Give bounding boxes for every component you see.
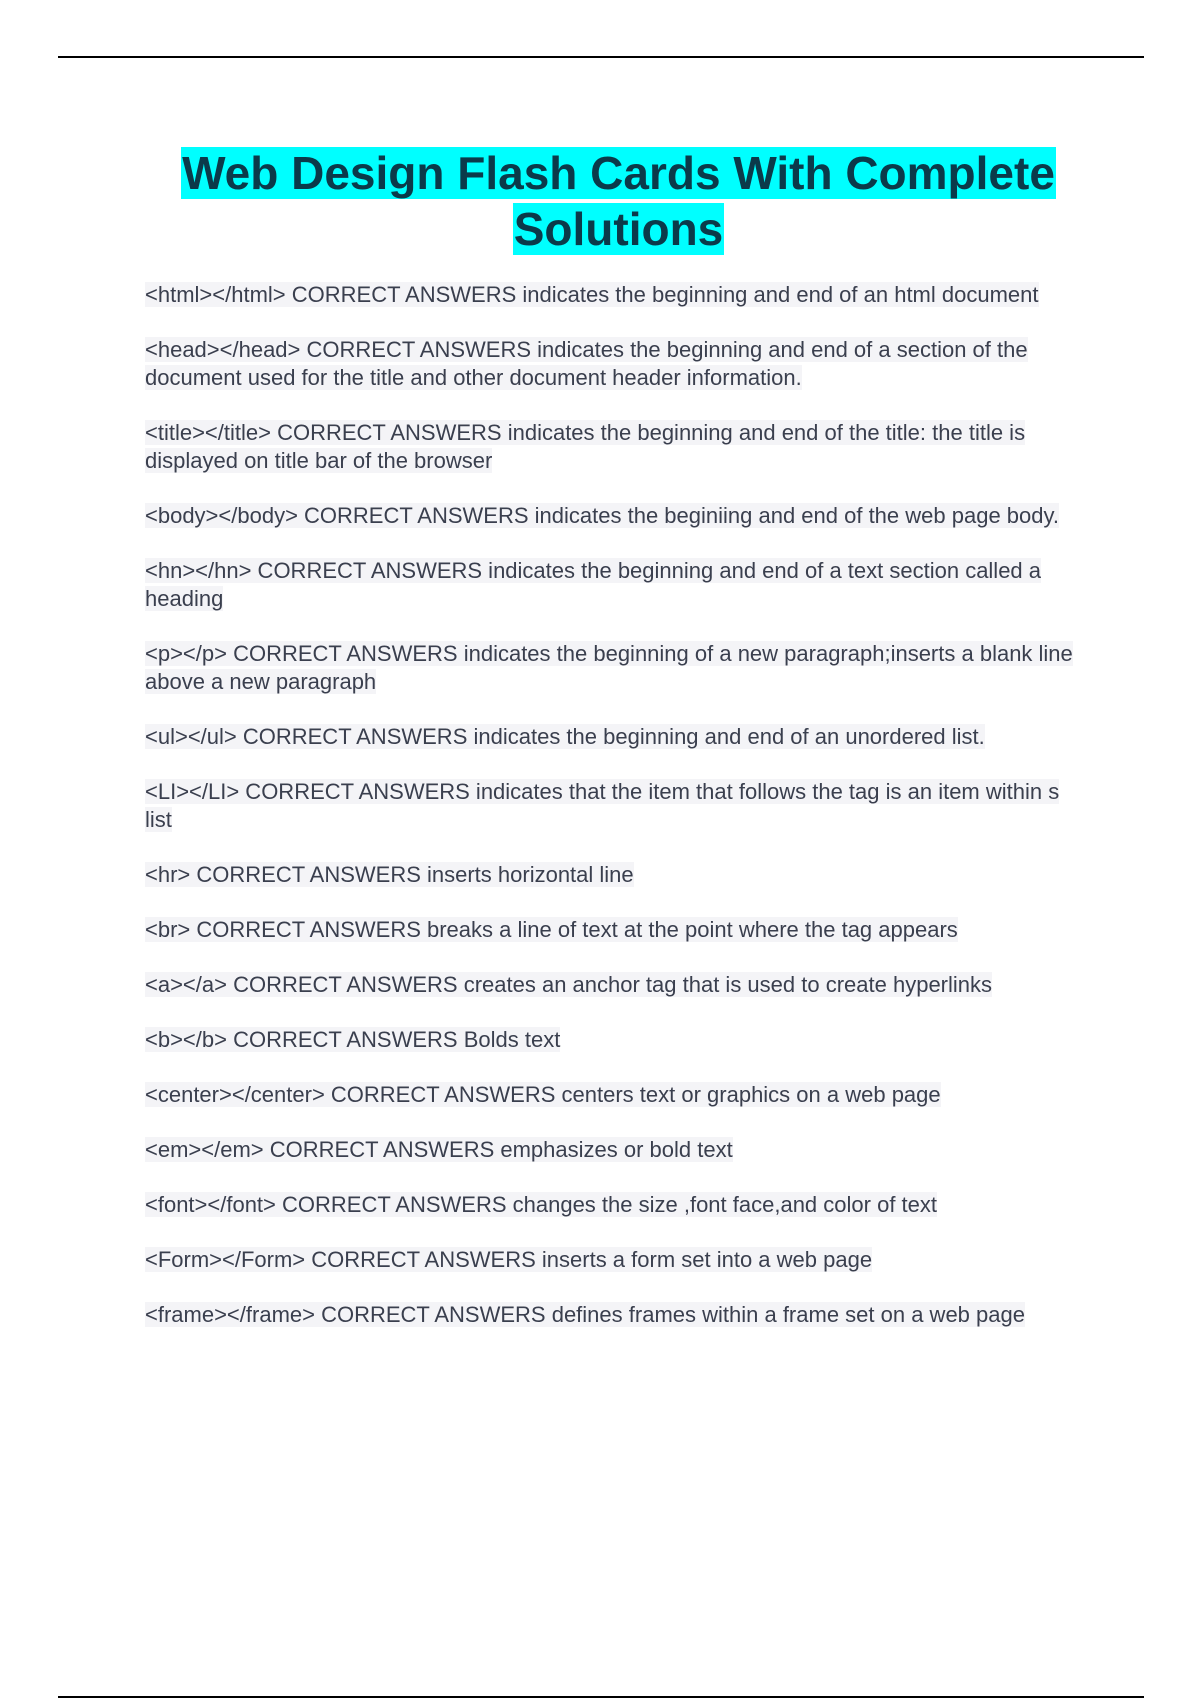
- flash-card-text: <html></html> CORRECT ANSWERS indicates the beginning and end of an html document: [145, 282, 1039, 307]
- flash-card: [145, 1026, 1080, 1054]
- flash-card-text: <center></center> CORRECT ANSWERS centers text or graphics on a web page: [145, 1082, 941, 1107]
- flash-card-text: <body></body> CORRECT ANSWERS indicates the beginiing and end of the web page body.: [145, 503, 1059, 528]
- title-block: [145, 145, 1080, 257]
- flash-card: [145, 1136, 1080, 1164]
- flash-card-text: <b></b> CORRECT ANSWERS Bolds text: [145, 1027, 561, 1052]
- document-page: [145, 145, 1080, 1356]
- flash-card: [145, 281, 1080, 309]
- flash-card-text: <Form></Form> CORRECT ANSWERS inserts a form set into a web page: [145, 1247, 873, 1272]
- flash-card: [145, 1246, 1080, 1274]
- flash-card-text: <ul></ul> CORRECT ANSWERS indicates the beginning and end of an unordered list.: [145, 724, 985, 749]
- flash-card-text: <a></a> CORRECT ANSWERS creates an anchor tag that is used to create hyperlinks: [145, 972, 993, 997]
- flash-card-text: <br> CORRECT ANSWERS breaks a line of text at the point where the tag appears: [145, 917, 958, 942]
- flash-card: [145, 778, 1080, 834]
- flash-card: [145, 723, 1080, 751]
- flash-card: [145, 916, 1080, 944]
- flash-card: [145, 419, 1080, 475]
- flash-card: [145, 1081, 1080, 1109]
- flash-card: [145, 1301, 1080, 1329]
- flash-card: [145, 502, 1080, 530]
- top-rule: [58, 56, 1144, 58]
- flash-card: [145, 640, 1080, 696]
- flash-card: [145, 971, 1080, 999]
- flash-card: [145, 336, 1080, 392]
- flash-card-text: <hn></hn> CORRECT ANSWERS indicates the beginning and end of a text section called a heading: [145, 558, 1042, 611]
- flash-card: [145, 557, 1080, 613]
- flash-card-text: <title></title> CORRECT ANSWERS indicates the beginning and end of the title: the title is displayed on title bar of the browser: [145, 420, 1026, 473]
- flash-card: [145, 1191, 1080, 1219]
- flash-card-text: <LI></LI> CORRECT ANSWERS indicates that the item that follows the tag is an item within s list: [145, 779, 1060, 832]
- flash-card-text: <font></font> CORRECT ANSWERS changes the size ,font face,and color of text: [145, 1192, 937, 1217]
- flash-card-text: <hr> CORRECT ANSWERS inserts horizontal line: [145, 862, 634, 887]
- bottom-rule: [58, 1696, 1144, 1698]
- flash-card-text: <frame></frame> CORRECT ANSWERS defines frames within a frame set on a web page: [145, 1302, 1025, 1327]
- document-title: Web Design Flash Cards With Complete Solutions: [182, 147, 1055, 255]
- flash-card-list: [145, 281, 1080, 1329]
- flash-card-text: <head></head> CORRECT ANSWERS indicates the beginning and end of a section of the document used for the title and other document header information.: [145, 337, 1028, 390]
- flash-card-text: <p></p> CORRECT ANSWERS indicates the beginning of a new paragraph;inserts a blank line above a new paragraph: [145, 641, 1073, 694]
- flash-card-text: <em></em> CORRECT ANSWERS emphasizes or bold text: [145, 1137, 733, 1162]
- flash-card: [145, 861, 1080, 889]
